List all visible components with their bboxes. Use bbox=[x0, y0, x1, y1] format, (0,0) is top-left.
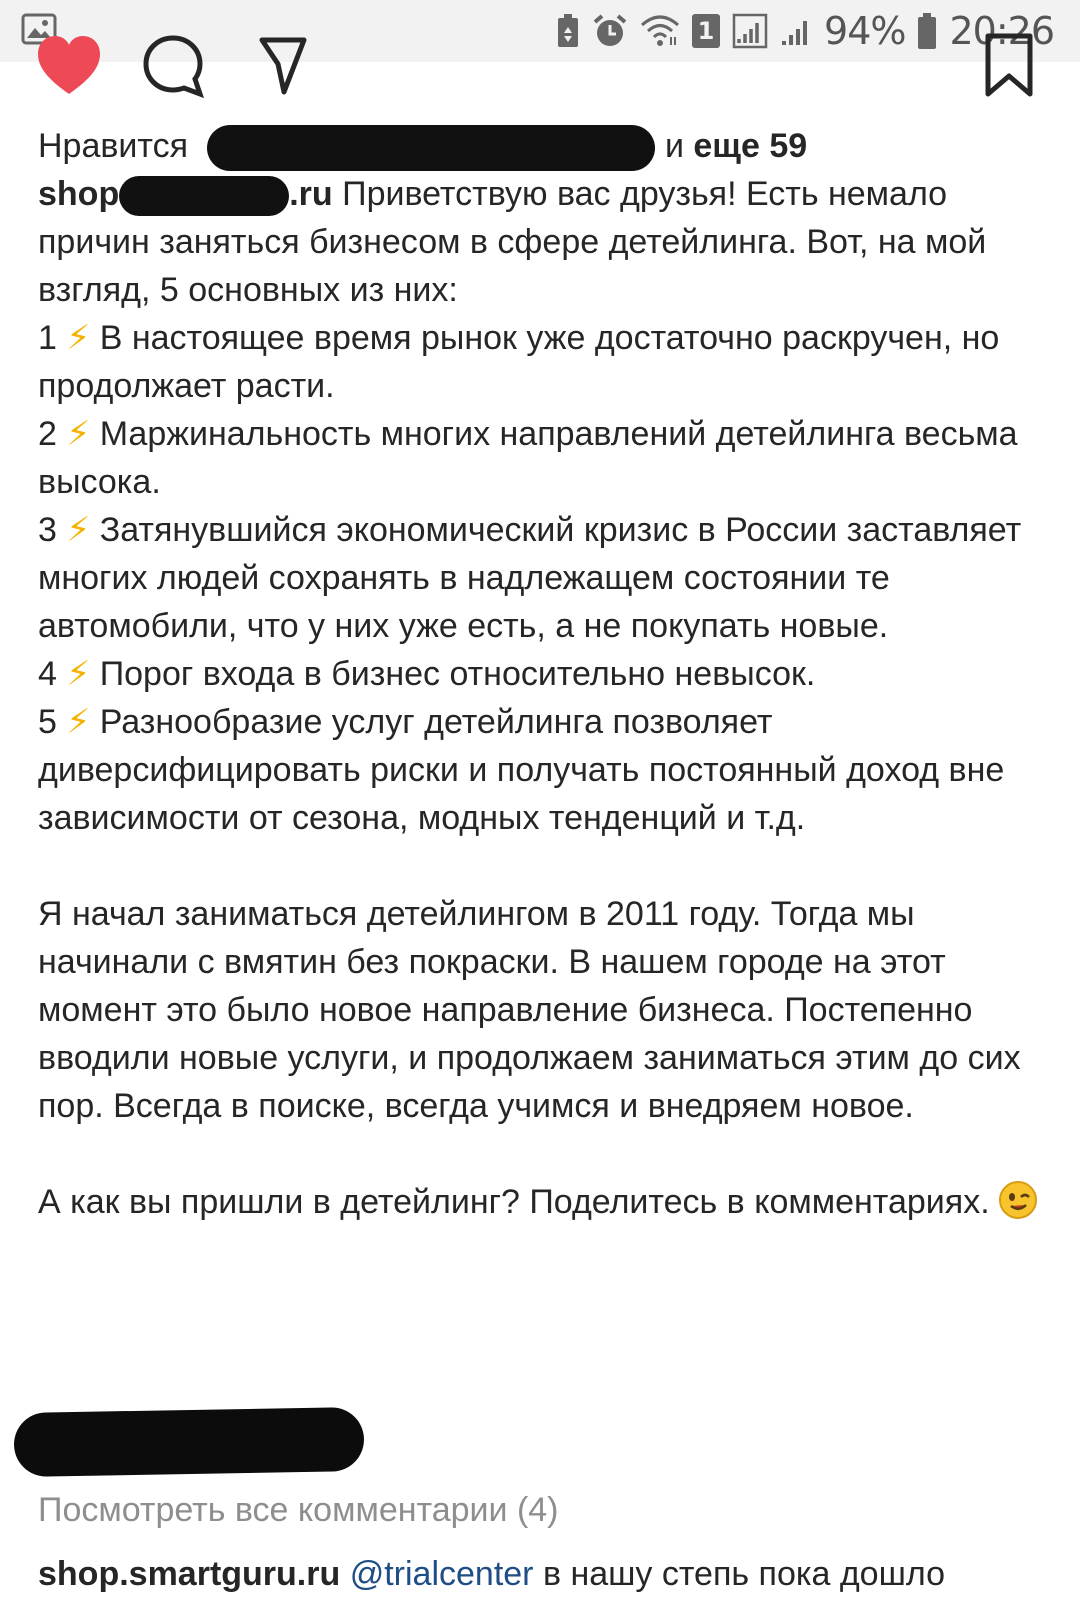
signal-icon bbox=[732, 13, 768, 49]
lightning-icon: ⚡ bbox=[66, 510, 91, 550]
redacted-username bbox=[119, 176, 289, 216]
likes-count[interactable]: еще 59 bbox=[693, 127, 808, 165]
heart-icon[interactable] bbox=[36, 34, 102, 98]
bookmark-icon[interactable] bbox=[984, 34, 1034, 98]
battery-icon bbox=[917, 12, 937, 50]
caption-intro-text: Приветствую вас друзья! Есть немало причин заняться бизнесом в сфере детейлинга. Вот, на мой взгляд, 5 основных из них: bbox=[38, 175, 987, 309]
caption-item: 5 ⚡ Разнообразие услуг детейлинга позволяет диверсифицировать риски и получать постоянный доход вне зависимости от сезона, модных тенденций и т.д. bbox=[38, 702, 1005, 837]
caption-intro bbox=[38, 170, 1048, 314]
comment-mention[interactable]: @trialcenter bbox=[349, 1555, 534, 1593]
clock: 20:26 bbox=[949, 9, 1054, 53]
sim1-icon: 1 bbox=[692, 14, 720, 48]
caption bbox=[38, 170, 1048, 1226]
likes-and: и bbox=[664, 127, 684, 165]
comment-icon[interactable] bbox=[140, 34, 206, 98]
redacted-comment bbox=[13, 1407, 364, 1477]
comment-username[interactable]: shop.smartguru.ru bbox=[38, 1555, 341, 1593]
comment-text: в нашу степь пока дошло bbox=[542, 1555, 945, 1593]
view-all-comments-link[interactable]: Посмотреть все комментарии (4) bbox=[38, 1491, 559, 1529]
alarm-icon bbox=[592, 13, 628, 49]
caption-paragraph: Я начал заниматься детейлингом в 2011 году. Тогда мы начинали с вмятин без покраски. В нашем городе на этот момент это было новое направление бизнеса. Постепенно вводили новые услуги, и продолжаем заниматься этим до сих пор. Всегда в поиске, всегда учимся и внедряем новое. bbox=[38, 895, 1021, 1125]
lightning-icon: ⚡ bbox=[66, 318, 91, 358]
caption-username[interactable]: shop .ru bbox=[38, 175, 333, 213]
wifi-icon bbox=[640, 13, 680, 49]
post-actions bbox=[0, 62, 1080, 102]
comment-preview bbox=[38, 1550, 945, 1598]
likes-line[interactable] bbox=[38, 122, 1048, 170]
redacted-username bbox=[207, 125, 655, 171]
signal2-icon bbox=[780, 13, 812, 49]
battery-percent: 94% bbox=[824, 9, 906, 53]
caption-item: 3 ⚡ Затянувшийся экономический кризис в России заставляет многих людей сохранять в надлежащем состоянии те автомобили, что у них уже есть, а не покупать новые. bbox=[38, 510, 1022, 645]
share-icon[interactable] bbox=[258, 34, 308, 98]
status-icons bbox=[556, 8, 1054, 54]
caption-item: 2 ⚡ Маржинальность многих направлений детейлинга весьма высока. bbox=[38, 414, 1018, 501]
likes-prefix: Нравится bbox=[38, 127, 189, 165]
caption-paragraph: А как вы пришли в детейлинг? Поделитесь в комментариях. bbox=[38, 1178, 1048, 1226]
lightning-icon: ⚡ bbox=[66, 414, 91, 454]
caption-item: 4 ⚡ Порог входа в бизнес относительно невысок. bbox=[38, 654, 816, 694]
lightning-icon: ⚡ bbox=[66, 654, 91, 694]
lightning-icon: ⚡ bbox=[66, 702, 91, 742]
wink-emoji-icon bbox=[999, 1181, 1037, 1219]
battery-saver-icon bbox=[556, 13, 580, 49]
caption-item: 1 ⚡ В настоящее время рынок уже достаточно раскручен, но продолжает расти. bbox=[38, 318, 1000, 405]
post-body bbox=[38, 122, 1048, 1226]
